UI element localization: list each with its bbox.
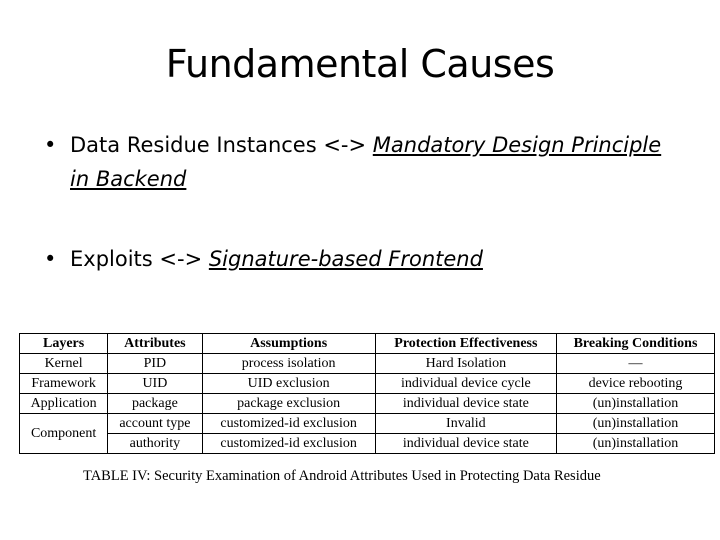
cell-attribute: package (108, 394, 202, 414)
slide-title: Fundamental Causes (165, 42, 555, 86)
cell-attribute: authority (108, 434, 202, 454)
cell-assumption: customized-id exclusion (202, 414, 375, 434)
cell-breaking: — (557, 354, 715, 374)
table-row (20, 374, 715, 394)
bullet-list (40, 128, 680, 276)
bullet-item (40, 128, 680, 196)
cell-breaking: (un)installation (557, 394, 715, 414)
header-attributes: Attributes (108, 334, 202, 354)
table-row (20, 354, 715, 374)
cell-breaking: (un)installation (557, 414, 715, 434)
cell-protection: Hard Isolation (375, 354, 556, 374)
table-row (20, 414, 715, 434)
bullet-dot-icon: • (44, 247, 57, 271)
cell-assumption: customized-id exclusion (202, 434, 375, 454)
bullet-text: Data Residue Instances <-> (70, 133, 373, 157)
cell-attribute: account type (108, 414, 202, 434)
header-assumptions: Assumptions (202, 334, 375, 354)
cell-breaking: device rebooting (557, 374, 715, 394)
cell-attribute: PID (108, 354, 202, 374)
cell-protection: Invalid (375, 414, 556, 434)
bullet-dot-icon: • (44, 133, 57, 157)
header-layers: Layers (20, 334, 108, 354)
cell-layer: Framework (20, 374, 108, 394)
cell-protection: individual device state (375, 434, 556, 454)
table-caption: TABLE IV: Security Examination of Android Attributes Used in Protecting Data Residue (83, 468, 601, 484)
cell-protection: individual device state (375, 394, 556, 414)
cell-breaking: (un)installation (557, 434, 715, 454)
cell-protection: individual device cycle (375, 374, 556, 394)
table-row (20, 434, 715, 454)
cell-layer: Application (20, 394, 108, 414)
cell-assumption: UID exclusion (202, 374, 375, 394)
table-header-row (20, 334, 715, 354)
security-table (19, 333, 715, 454)
cell-assumption: package exclusion (202, 394, 375, 414)
cell-layer: Component (20, 414, 108, 454)
security-table-container (19, 333, 715, 454)
bullet-item (40, 242, 680, 276)
cell-layer: Kernel (20, 354, 108, 374)
header-protection: Protection Effectiveness (375, 334, 556, 354)
header-breaking: Breaking Conditions (557, 334, 715, 354)
cell-assumption: process isolation (202, 354, 375, 374)
bullet-emphasis: Signature-based Frontend (208, 247, 483, 271)
bullet-text: Exploits <-> (70, 247, 209, 271)
cell-attribute: UID (108, 374, 202, 394)
table-row (20, 394, 715, 414)
bullet-emphasis: Mandatory Design Principle in Backend (70, 133, 662, 191)
